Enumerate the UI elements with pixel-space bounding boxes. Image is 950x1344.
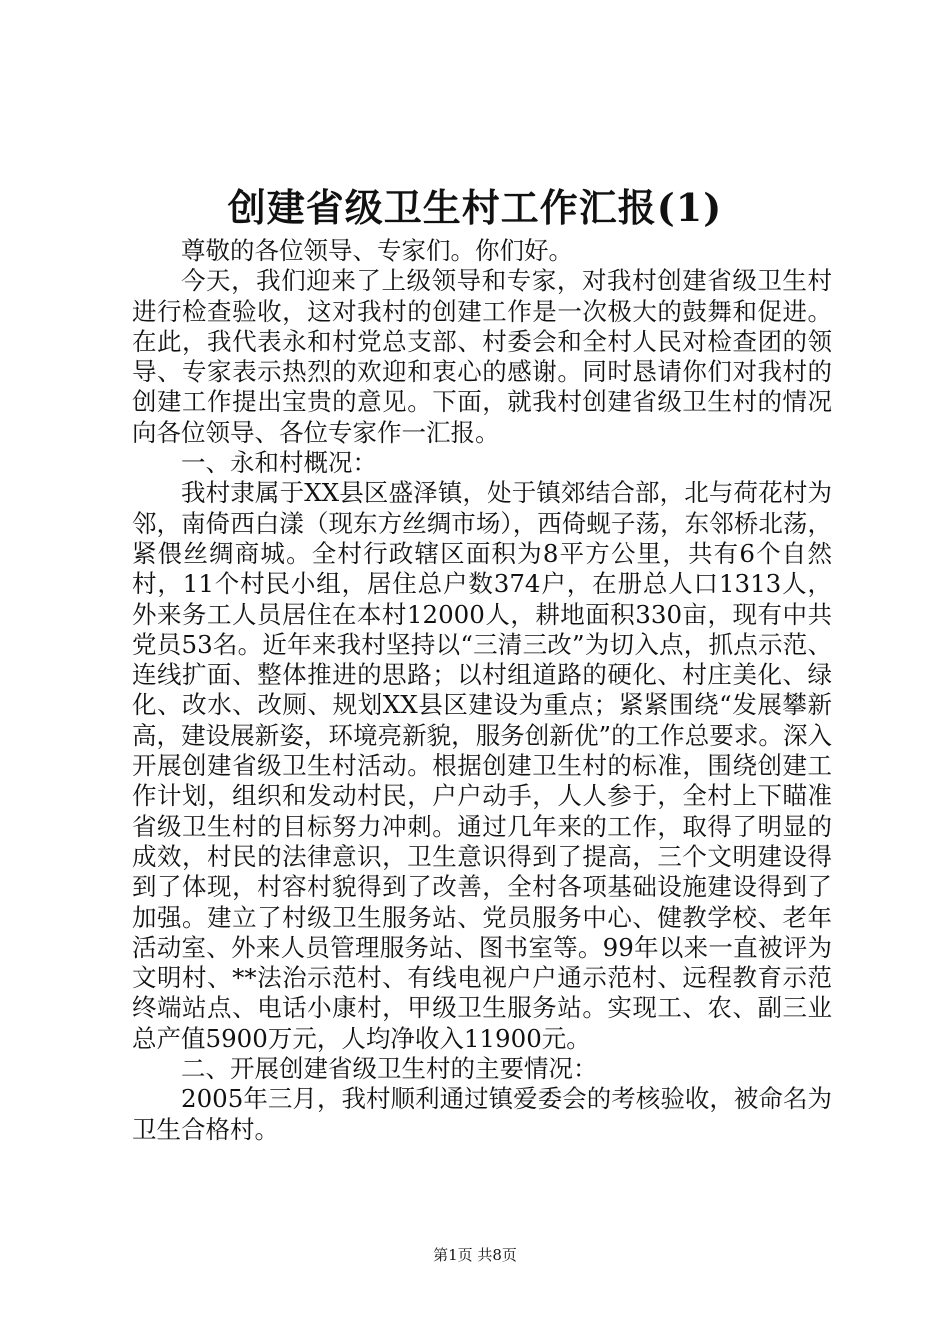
paragraph-overview: 我村隶属于XX县区盛泽镇，处于镇郊结合部，北与荷花村为邻，南倚西白漾（现东方丝绸市场），西倚蚬子荡，东邻桥北荡，紧偎丝绸商城。全村行政辖区面积为8平方公里，共有6个自然村，11个村民小组，居住总户数374户，在册总人口1313人，外来务工人员居住在本村12000人，耕地面积330亩，现有中共党员53名。近年来我村坚持以“三清三改”为切入点，抓点示范、连线扩面、整体推进的思路；以村组道路的硬化、村庄美化、绿化、改水、改厕、规划XX县区建设为重点；紧紧围绕“发展攀新高，建设展新姿，环境亮新貌，服务创新优”的工作总要求。深入开展创建省级卫生村活动。根据创建卫生村的标准，围绕创建工作计划，组织和发动村民，户户动手，人人参于，全村上下瞄准省级卫生村的目标努力冲刺。通过几年来的工作，取得了明显的成效，村民的法律意识，卫生意识得到了提高，三个文明建设得到了体现，村容村貌得到了改善，全村各项基础设施建设得到了加强。建立了村级卫生服务站、党员服务中心、健教学校、老年活动室、外来人员管理服务站、图书室等。99年以来一直被评为文明村、**法治示范村、有线电视户户通示范村、远程教育示范终端站点、电话小康村，甲级卫生服务站。实现工、农、副三业总产值5900万元，人均净收入11900元。 bbox=[132, 478, 832, 1053]
section-heading-overview: 一、永和村概况： bbox=[181, 448, 377, 478]
document-body bbox=[132, 236, 832, 1145]
section-heading-main-situation: 二、开展创建省级卫生村的主要情况： bbox=[181, 1054, 598, 1084]
paragraph-introduction: 今天，我们迎来了上级领导和专家，对我村创建省级卫生村进行检查验收，这对我村的创建工作是一次极大的鼓舞和促进。在此，我代表永和村党总支部、村委会和全村人民对检查团的领导、专家表示热烈的欢迎和衷心的感谢。同时恳请你们对我村的创建工作提出宝贵的意见。下面，就我村创建省级卫生村的情况向各位领导、各位专家作一汇报。 bbox=[132, 266, 832, 447]
document-title: 创建省级卫生村工作汇报(1) bbox=[227, 185, 723, 230]
paragraph-2005: 2005年三月，我村顺利通过镇爱委会的考核验收，被命名为卫生合格村。 bbox=[132, 1084, 832, 1144]
paragraph-greeting: 尊敬的各位领导、专家们。你们好。 bbox=[181, 236, 573, 265]
page-footer: 第1页 共8页 bbox=[433, 1246, 517, 1264]
